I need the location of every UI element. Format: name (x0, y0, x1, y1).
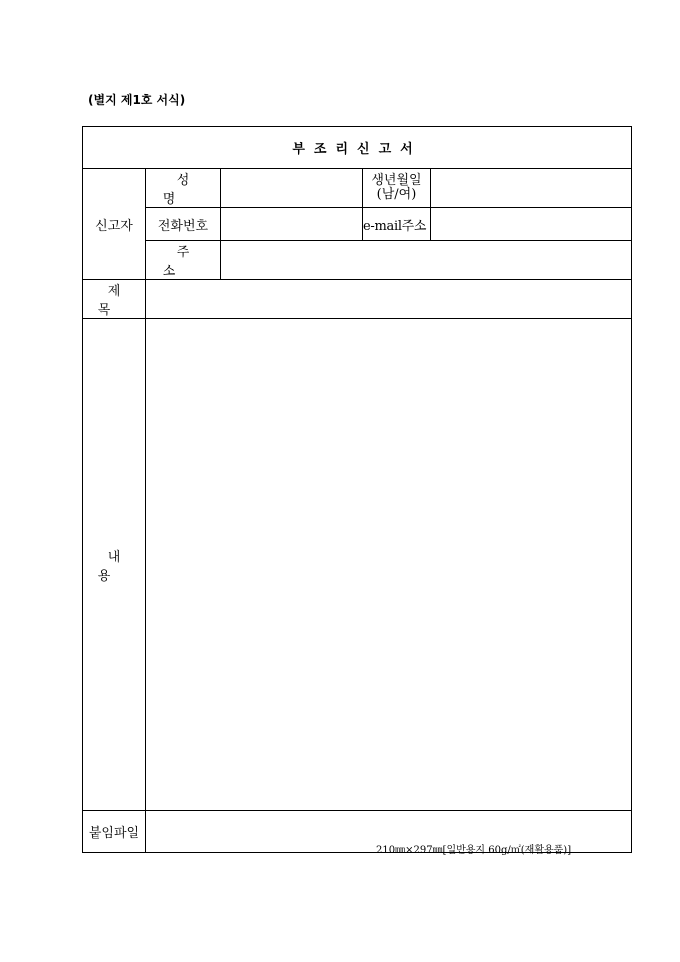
paper-spec-footer: 210㎜×297㎜[일반용지 60g/㎡(재활용품)] (376, 845, 572, 856)
content-label: 내 용 (83, 319, 146, 811)
email-label: e-mail주소 (363, 208, 431, 241)
subject-label: 제 목 (83, 280, 146, 319)
name-label: 성 명 (146, 169, 221, 208)
phone-label: 전화번호 (146, 208, 221, 241)
form-number-label: (별지 제1호 서식) (88, 93, 186, 107)
subject-field[interactable] (146, 280, 632, 319)
dob-label-line1: 생년월일 (371, 173, 422, 188)
reporter-section-label: 신고자 (83, 169, 146, 280)
name-field[interactable] (221, 169, 363, 208)
dob-gender-field[interactable] (431, 169, 632, 208)
email-field[interactable] (431, 208, 632, 241)
dob-label-line2: (남/여) (376, 187, 417, 202)
attachment-label: 붙임파일 (83, 811, 146, 853)
address-label: 주 소 (146, 241, 221, 280)
dob-label (363, 169, 431, 208)
report-form-table (82, 126, 632, 853)
form-title: 부조리신고서 (83, 127, 632, 169)
content-field[interactable] (146, 319, 632, 811)
phone-field[interactable] (221, 208, 363, 241)
address-field[interactable] (221, 241, 632, 280)
